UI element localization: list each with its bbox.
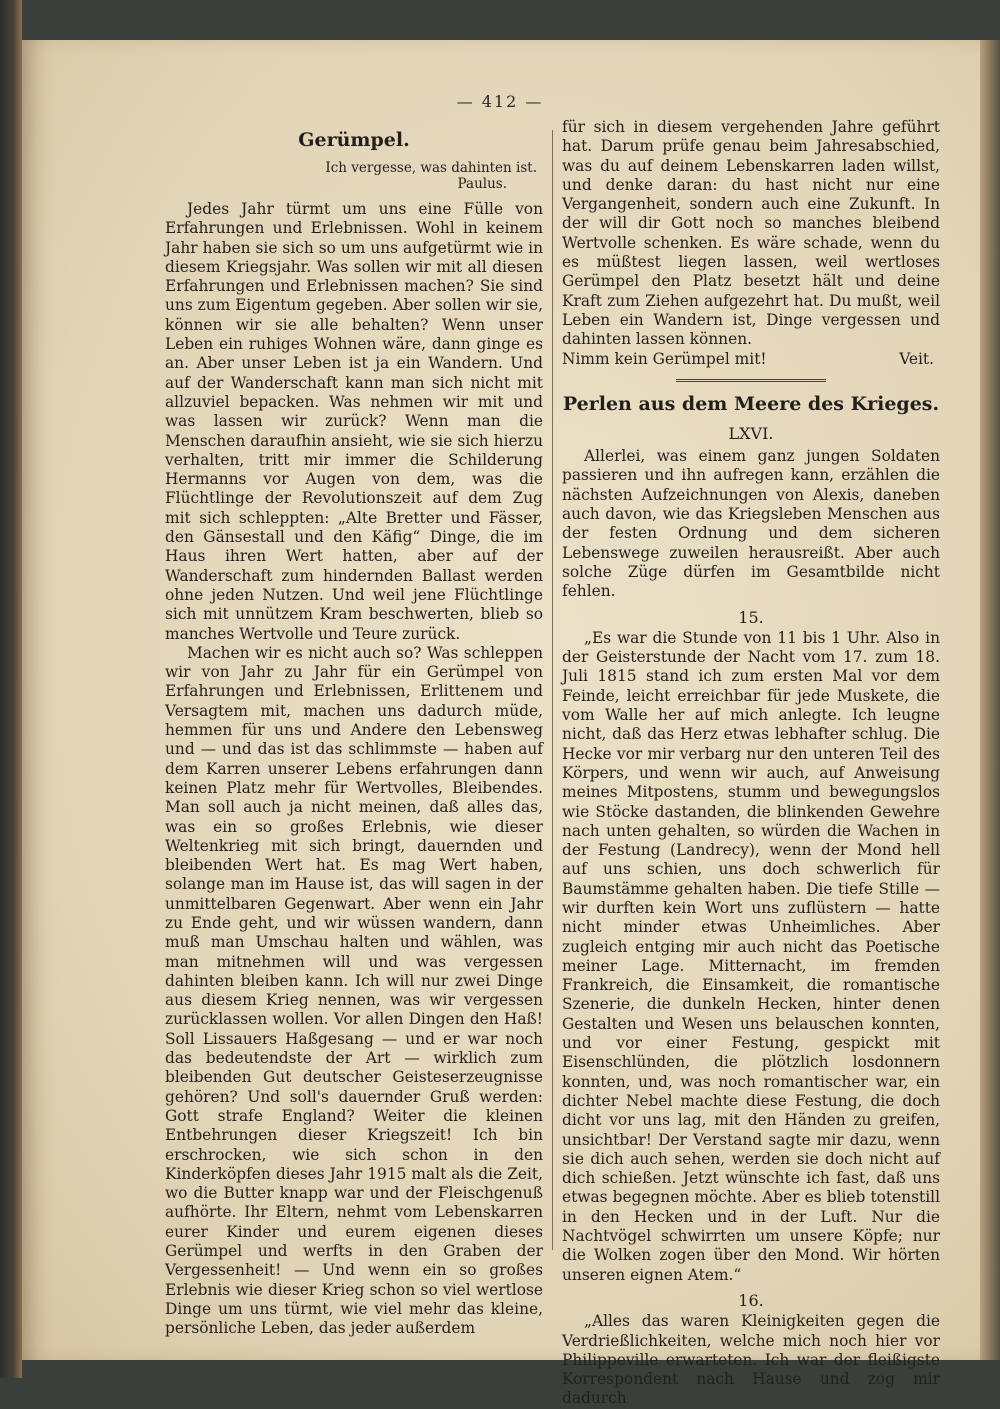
- article-title-perlen: Perlen aus dem Meere des Krieges.: [562, 392, 940, 415]
- intro-paragraph: Allerlei, was einem ganz jungen Soldaten passieren und ihn aufregen kann, erzählen die nächsten Aufzeichnungen von Alexis, daneben auch davon, wie das Kriegsleben Menschen aus der festen Ordnung und dem sicheren Lebenswege zuweilen herausreißt. Aber auch solche Züge dürfen im Gesamtbilde nicht fehlen.: [562, 447, 940, 601]
- page-number: — 412 —: [456, 92, 544, 111]
- paragraph-continuation: für sich in diesem vergehenden Jahre geführt hat. Darum prüfe genau beim Jahresabschied, was du auf deinem Lebenskarren laden willst, und denke daran: du hast nicht nur eine Vergangenheit, sondern auch eine Zukunft. In der will dir Gott noch so manches bleibend Wertvolle schenken. Es wäre schade, wenn du es müßtest liegen lassen, weil wertloses Gerümpel den Platz besetzt hält und deine Kraft zum Ziehen aufgezehrt hat. Du mußt, weil Leben ein Wandern ist, Dinge vergessen und dahinten lassen können.: [562, 118, 940, 349]
- entry-number-16: 16.: [738, 1290, 764, 1310]
- entry-number-15: 15.: [738, 607, 764, 627]
- page-edge: [980, 40, 1000, 1360]
- entry-15-text: „Es war die Stunde von 11 bis 1 Uhr. Also in der Geisterstunde der Nacht vom 17. zum 18. Juli 1815 stand ich zum ersten Mal vor dem Feinde, leicht erreichbar für jede Muskete, die vom Walle her auf mich anlegte. Ich leugne nicht, daß das Herz etwas lebhafter schlug. Die Hecke vor mir verbarg nur den unteren Teil des Körpers, und wenn wir auch, auf Anweisung meines Mitpostens, stumm und bewegungslos wie Stöcke dastanden, die blinkenden Gewehre nach unten gehalten, so würden die Wachen in der Festung (Landrecy), wenn der Mond hell auf uns schien, uns doch schwerlich für Baumstämme gehalten haben. Die tiefe Stille — wir durften kein Wort uns zuflüstern — hatte nicht minder etwas Unheimliches. Aber zugleich entging mir auch nicht das Poetische meiner Lage. Mitternacht, im fremden Frankreich, die Einsamkeit, die romantische Szenerie, die dunkeln Hecken, hinter denen Gestalten und Wesen uns belauschen konnten, und vor einer Festung, gespickt mit Eisenschlünden, die plötzlich losdonnern konnten, und, was noch romantischer war, ein dichter Nebel machte diese Festung, die doch dicht vor uns lag, mit den Händen zu greifen, unsichtbar! Der Verstand sagte mir dazu, wenn sie dich auch sehen, werden sie doch nicht auf dich schießen. Jetzt wünschte ich fast, daß uns etwas begegnen möchte. Aber es blieb totenstill in den Hecken und in der Luft. Nur die Nachtvögel schwirrten um unsere Köpfe; nur die Wolken zogen über den Mond. Wir hörten unseren eignen Atem.“: [562, 628, 940, 1284]
- left-column: [165, 118, 543, 1339]
- entry-16-text: „Alles das waren Kleinigkeiten gegen die Verdrießlichkeiten, welche mich noch hier vor Philippeville erwarteten. Ich war der fleißigste Korrespondent nach Hause und zog mir dadurch: [562, 1312, 940, 1408]
- epigraph: [255, 160, 537, 192]
- article-title-geruempel: Gerümpel.: [298, 129, 410, 151]
- signature: Veit.: [899, 349, 934, 368]
- epigraph-text: Ich vergesse, was dahinten ist.: [325, 160, 537, 176]
- epigraph-author: Paulus.: [457, 176, 507, 192]
- right-column: [562, 118, 940, 1409]
- closing-text: Nimm kein Gerümpel mit!: [562, 349, 767, 368]
- column-divider: [552, 130, 553, 1250]
- section-separator: [676, 379, 826, 382]
- book-binding: [0, 0, 22, 1378]
- series-number: LXVI.: [728, 423, 774, 443]
- paragraph: Jedes Jahr türmt um uns eine Fülle von Erfahrungen und Erlebnissen. Wohl in keinem Jahr haben sie sich so um uns aufgetürmt wie in diesem Kriegsjahr. Was sollen wir mit all diesen Erfahrungen und Erlebnissen machen? Sie sind uns zum Eigentum gegeben. Aber sollen wir sie, können wir sie alle behalten? Wenn unser Leben ein ruhiges Wohnen wäre, dann ginge es an. Aber unser Leben ist ja ein Wandern. Und auf der Wanderschaft kann man sich nicht mit allzuviel bepacken. Was nehmen wir mit und was lassen wir zurück? Wenn man die Menschen daraufhin ansieht, wie sie sich hierzu verhalten, tritt mir immer die Schilderung Hermanns vor Augen von dem, was die Flüchtlinge der Revolutionszeit auf dem Zug mit sich schleppten: „Alte Bretter und Fässer, den Gänsestall und den Käfig“ Dinge, die im Haus ihren Wert hatten, aber auf der Wanderschaft zum hindernden Ballast werden ohne jeden Nutzen. Und weil jene Flüchtlinge sich mit unnützem Kram beschwerten, blieb so manches Wertvolle und Teure zurück.: [165, 200, 543, 643]
- paragraph: Machen wir es nicht auch so? Was schleppen wir von Jahr zu Jahr für ein Gerümpel von Erfahrungen und Erlebnissen, Erlittenem und Versagtem mit, machen uns dadurch müde, hemmen für uns und Andere den Lebensweg und — und das ist das schlimmste — haben auf dem Karren unserer Lebens erfahrungen dann keinen Platz mehr für Wertvolles, Bleibendes. Man soll auch ja nicht meinen, daß alles das, was ein so großes Erlebnis, wie dieser Weltenkrieg mit sich bringt, dauernden und bleibenden Wert hat. Es mag Wert haben, solange man im Hause ist, das will sagen in der unmittelbaren Gegenwart. Aber wenn ein Jahr zu Ende geht, und wir wüssen wandern, dann muß man Umschau halten und wählen, was man mitnehmen will und was vergessen dahinten bleiben kann. Ich will nur zwei Dinge aus diesem Krieg nennen, was wir vergessen zurücklassen wollen. Vor allen Dingen den Haß! Soll Lissauers Haßgesang — und er war noch das bedeutendste der Art — wirklich zum bleibenden Gut deutscher Geisteserzeugnisse gehören? Und soll's dauernder Gruß werden: Gott strafe England? Weiter die kleinen Entbehrungen dieser Kriegszeit! Ich bin erschrocken, wie sich schon in den Kinderköpfen dieses Jahr 1915 malt als die Zeit, wo die Butter knapp war und der Fleischgenuß aufhörte. Ihr Eltern, nehmt vom Lebenskarren eurer Kinder und eurem eigenen dieses Gerümpel und werfts in den Graben der Vergessenheit! — Und wenn ein so großes Erlebnis wie dieser Krieg schon so viel wertlose Dinge um uns türmt, wie viel mehr das kleine, persönliche Leben, das jeder außerdem: [165, 643, 543, 1338]
- closing-line: [562, 350, 940, 369]
